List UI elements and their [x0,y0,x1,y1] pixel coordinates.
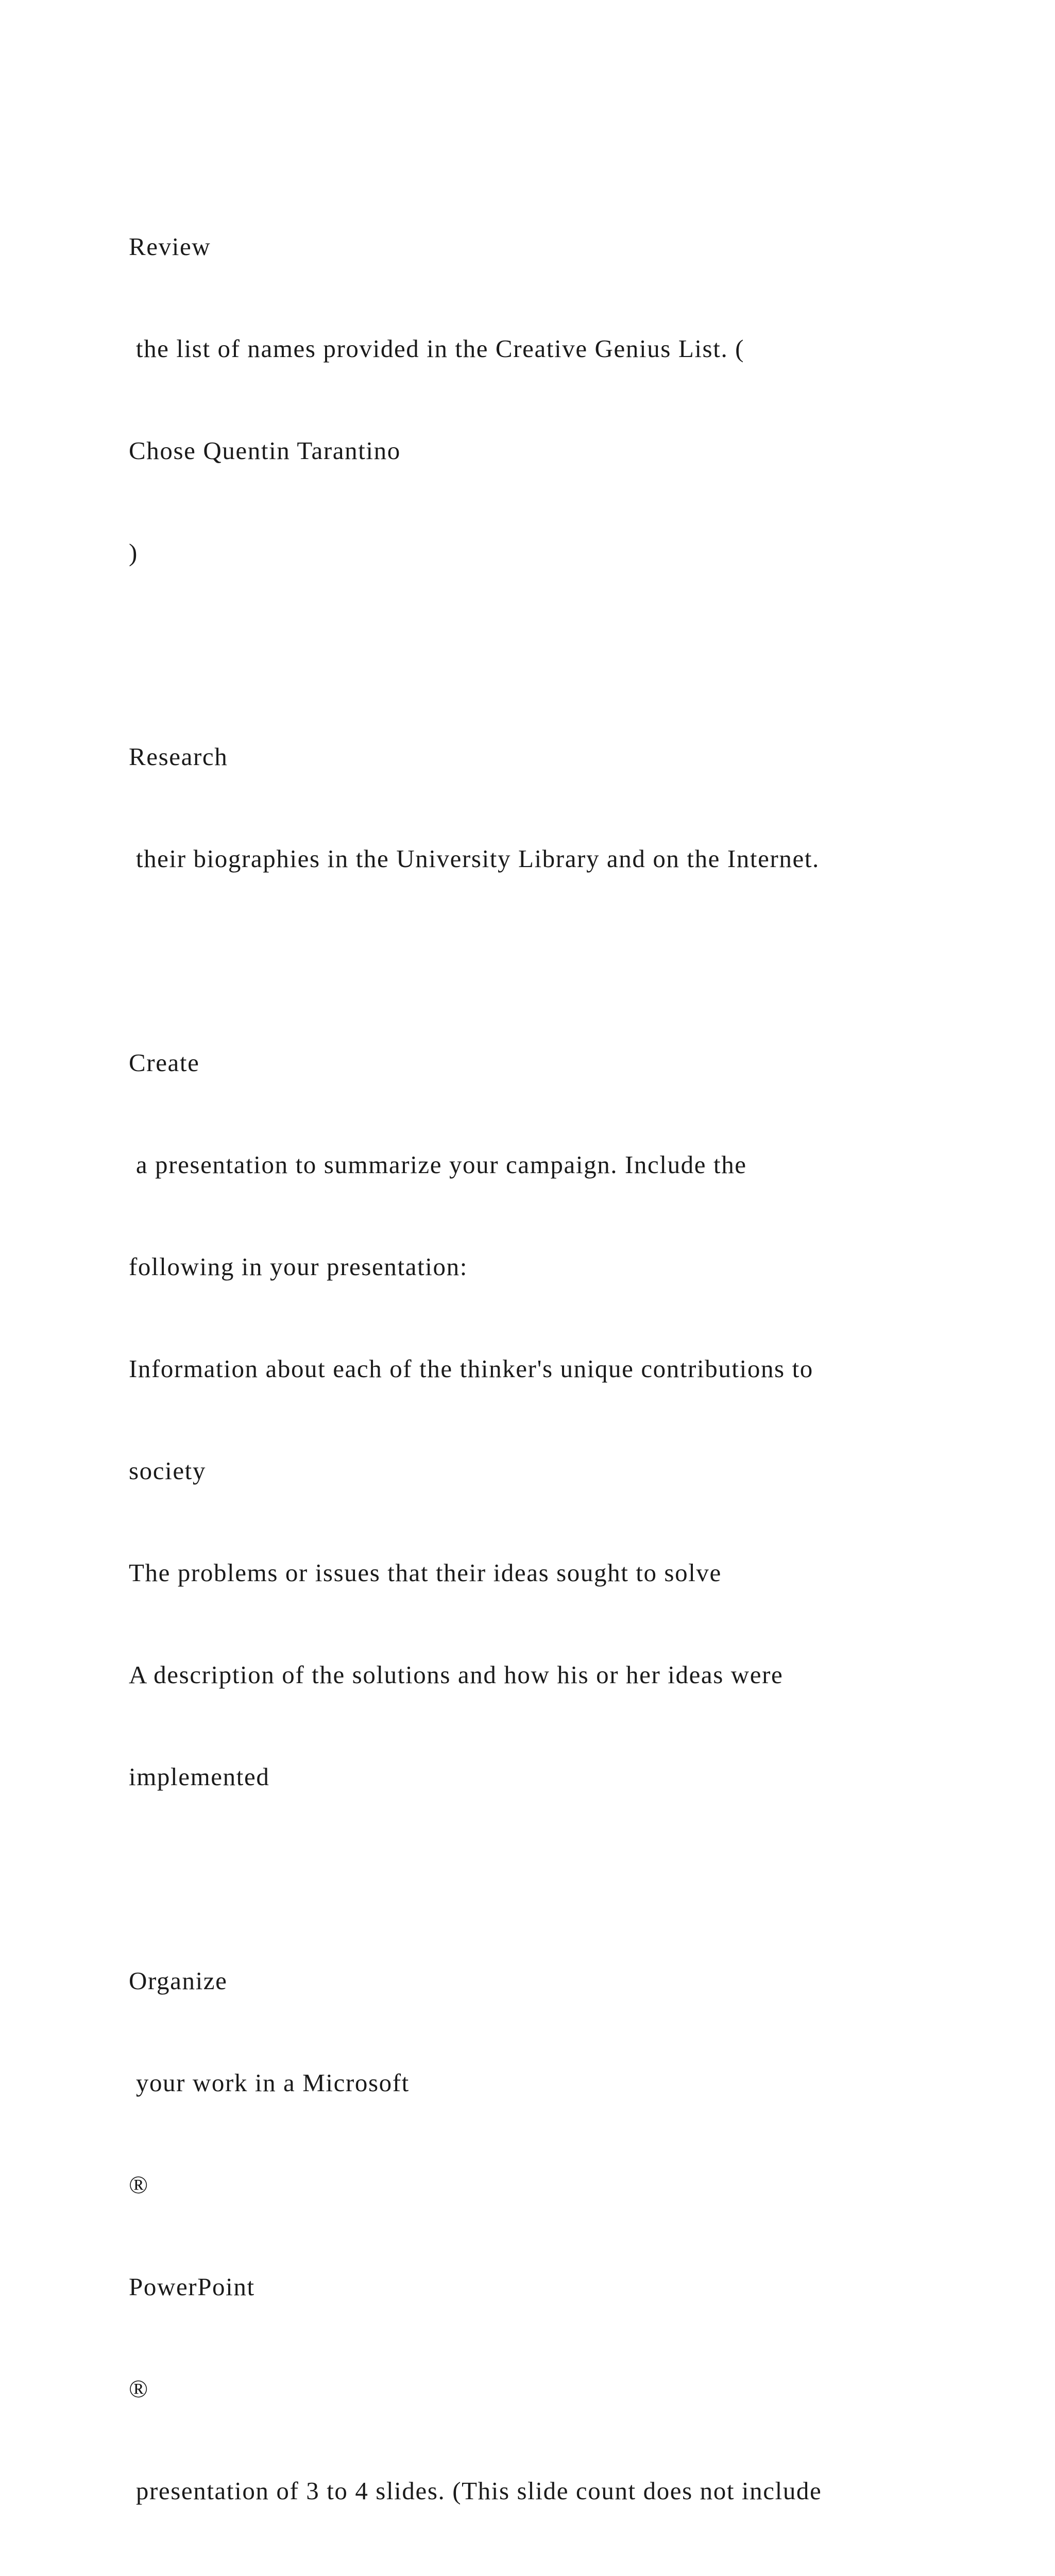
text-line: Review [129,232,211,261]
text-line: presentation of 3 to 4 slides. (This slide count does not include [129,2477,822,2505]
blank-line [129,1862,1005,1896]
text-line: Information about each of the thinker's unique contributions to [129,1354,813,1383]
text-line: Research [129,742,228,771]
blank-line [129,944,1005,978]
text-line: Create [129,1048,200,1077]
text-line: a presentation to summarize your campaign. Include the [129,1150,747,1179]
registered-mark: ® [129,2375,149,2403]
text-line: society [129,1456,206,1485]
text-line: their biographies in the University Library and on the Internet. [129,844,820,873]
text-line: following in your presentation: [129,1252,468,1281]
text-line: ) [129,538,138,567]
registered-mark: ® [129,2171,149,2199]
text-line: Chose Quentin Tarantino [129,436,401,465]
text-line: The problems or issues that their ideas sought to solve [129,1558,722,1587]
blank-line [129,638,1005,672]
document-body [129,162,1005,2576]
text-line: implemented [129,1762,270,1791]
text-line: your work in a Microsoft [129,2069,410,2097]
text-line: the list of names provided in the Creative Genius List. ( [129,334,745,363]
text-line: A description of the solutions and how his or her ideas were [129,1660,784,1689]
text-line: PowerPoint [129,2273,255,2301]
text-line: Organize [129,1967,228,1995]
